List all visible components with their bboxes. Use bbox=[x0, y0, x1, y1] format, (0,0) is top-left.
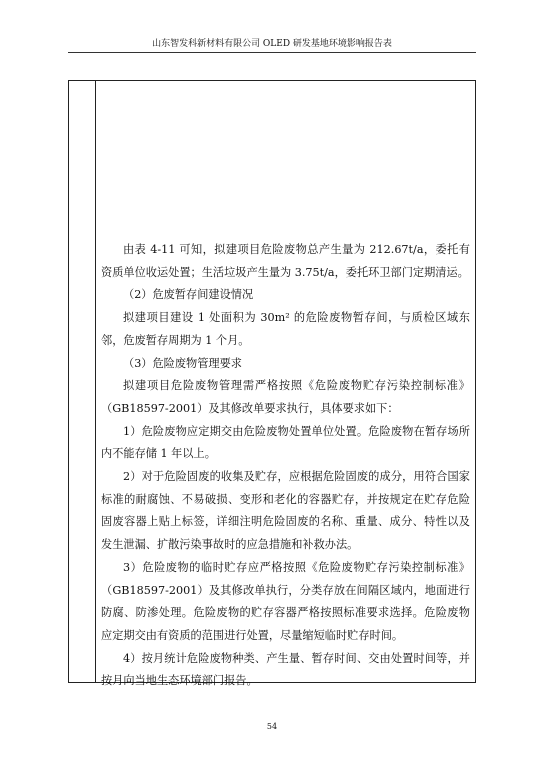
requirement-item-3: 3）危险废物的临时贮存应严格按照《危险废物贮存污染控制标准》（GB18597-2001）及其修改单执行，分类存放在间隔区域内，地面进行防腐、防渗处理。危险废物的贮存容器严格按照标准要求选择。危险废物应定期交由有资质的范围进行处置，尽量缩短临时贮存时间。 bbox=[101, 560, 470, 642]
paragraph-management-intro: 拟建项目危险废物管理需严格按照《危险废物贮存污染控制标准》（GB18597-2001）及其修改单要求执行，具体要求如下： bbox=[101, 379, 470, 415]
paragraph-waste-summary: 由表 4-11 可知，拟建项目危险废物总产生量为 212.67t/a，委托有资质单位收运处置；生活垃圾产生量为 3.75t/a，委托环卫部门定期清运。 bbox=[101, 243, 470, 279]
report-header-title: 山东智发科新材料有限公司 OLED 研发基地环境影响报告表 bbox=[152, 39, 392, 49]
paragraph-storage-room: 拟建项目建设 1 处面积为 30m² 的危险废物暂存间，与质检区域东邻，危废暂存周期为 1 个月。 bbox=[101, 311, 470, 347]
document-body bbox=[101, 239, 470, 693]
page-number: 54 bbox=[266, 722, 278, 731]
requirement-item-4: 4）按月统计危险废物种类、产生量、暂存时间、交由处置时间等，并按月向当地生态环境部门报告。 bbox=[101, 651, 470, 688]
heading-management-requirements: （3）危险废物管理要求 bbox=[123, 356, 242, 370]
requirement-item-1: 1）危险废物应定期交由危险废物处置单位处置。危险废物在暂存场所内不能存储 1 年以上。 bbox=[101, 424, 470, 461]
table-column-divider bbox=[95, 80, 96, 683]
requirement-item-2: 2）对于危险固废的收集及贮存，应根据危险固废的成分，用符合国家标准的耐腐蚀、不易破损、变形和老化的容器贮存，并按规定在贮存危险固废容器上贴上标签，详细注明危险固废的名称、重量、成分、特性以及发生泄漏、扩散污染事故时的应急措施和补救办法。 bbox=[101, 470, 470, 552]
header-divider bbox=[68, 52, 476, 53]
heading-storage-room: （2）危废暂存间建设情况 bbox=[123, 288, 254, 302]
